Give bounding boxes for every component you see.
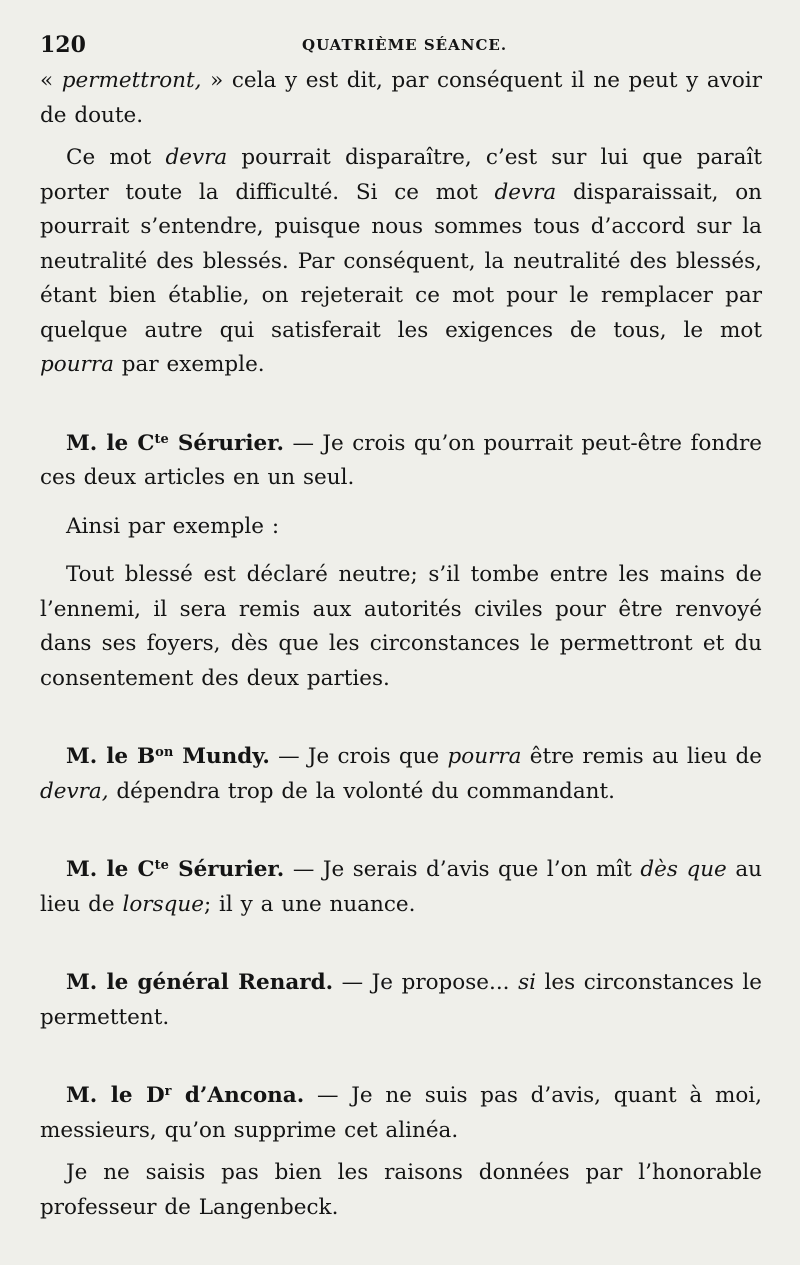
speaker-name: M. le général Renard. (66, 970, 334, 995)
page-number: 120 (40, 32, 86, 58)
italic-span: pourra (40, 352, 114, 377)
running-title: QUATRIÈME SÉANCE. (302, 36, 508, 54)
speaker-name: M. le $B^{on}$ Mundy. (66, 744, 270, 769)
text-span: Ce mot (66, 145, 166, 170)
paragraph-serurier-1 (40, 427, 762, 496)
paragraph-1 (40, 64, 762, 133)
text-span: pourrait disparaître, c’est sur lui que paraît porter toute la difficulté. Si ce mot (40, 145, 762, 205)
speaker-name: M. le $C^{te}$ Sérurier. (66, 430, 285, 456)
italic-span: devra (165, 145, 228, 170)
italic-span: permettront, (61, 68, 202, 93)
italic-span: devra (494, 179, 557, 205)
paragraph-mundy: M. le $B^{on}$ Mundy. — Je crois que pourra être remis au lieu de devra, dépendra trop de la volonté du commandant. (40, 744, 762, 804)
text-span: — Je crois qu’on pourrait peut-être fondre ces deux articles en un seul. (40, 430, 762, 490)
text-span: Tout blessé est déclaré neutre; s’il tombe entre les mains de l’ennemi, il sera remis aux autorités civiles pour être renvoyé dans ses foyers, dès que les circonstances le permettront et du consentement des deux parties. (40, 562, 762, 691)
paragraph-proposal (40, 558, 762, 696)
paragraph-serurier-2: M. le $C^{te}$ Sérurier. — Je serais d’avis que l’on mît dès que au lieu de lorsque; il y a une nuance. (40, 857, 762, 917)
text-span: » cela y est dit, par conséquent il ne peut y avoir de doute. (40, 68, 762, 128)
paragraph-ainsi (40, 510, 762, 545)
paragraph-ancona (40, 1079, 762, 1148)
paragraph-langenbeck (40, 1156, 762, 1225)
text-span: par exemple. (113, 352, 265, 377)
page-header (40, 30, 762, 64)
speaker-name: M. le $D^r$ d’Ancona. (66, 1083, 305, 1108)
text-span: « (40, 68, 62, 93)
speaker-name: M. le $C^{te}$ Sérurier. (66, 857, 285, 882)
text-span: Ainsi par exemple : (66, 513, 280, 539)
paragraph-renard: M. le général Renard. — Je propose... si les circonstances le permettent. (40, 970, 762, 1030)
text-span: disparaissait, on pourrait s’entendre, puisque nous sommes tous d’accord sur la neutralité des blessés. Par conséquent, la neutralité des blessés, étant bien établie, on rejeterait ce mot pour le remplacer par quelque autre qui satisferait les exigences de tous, le mot (40, 179, 762, 343)
text-span: — Je ne suis pas d’avis, quant à moi, messieurs, qu’on supprime cet alinéa. (40, 1083, 763, 1143)
paragraph-2 (40, 141, 762, 383)
text-span: Je ne saisis pas bien les raisons données par l’honorable professeur de Langenbeck. (40, 1160, 762, 1220)
